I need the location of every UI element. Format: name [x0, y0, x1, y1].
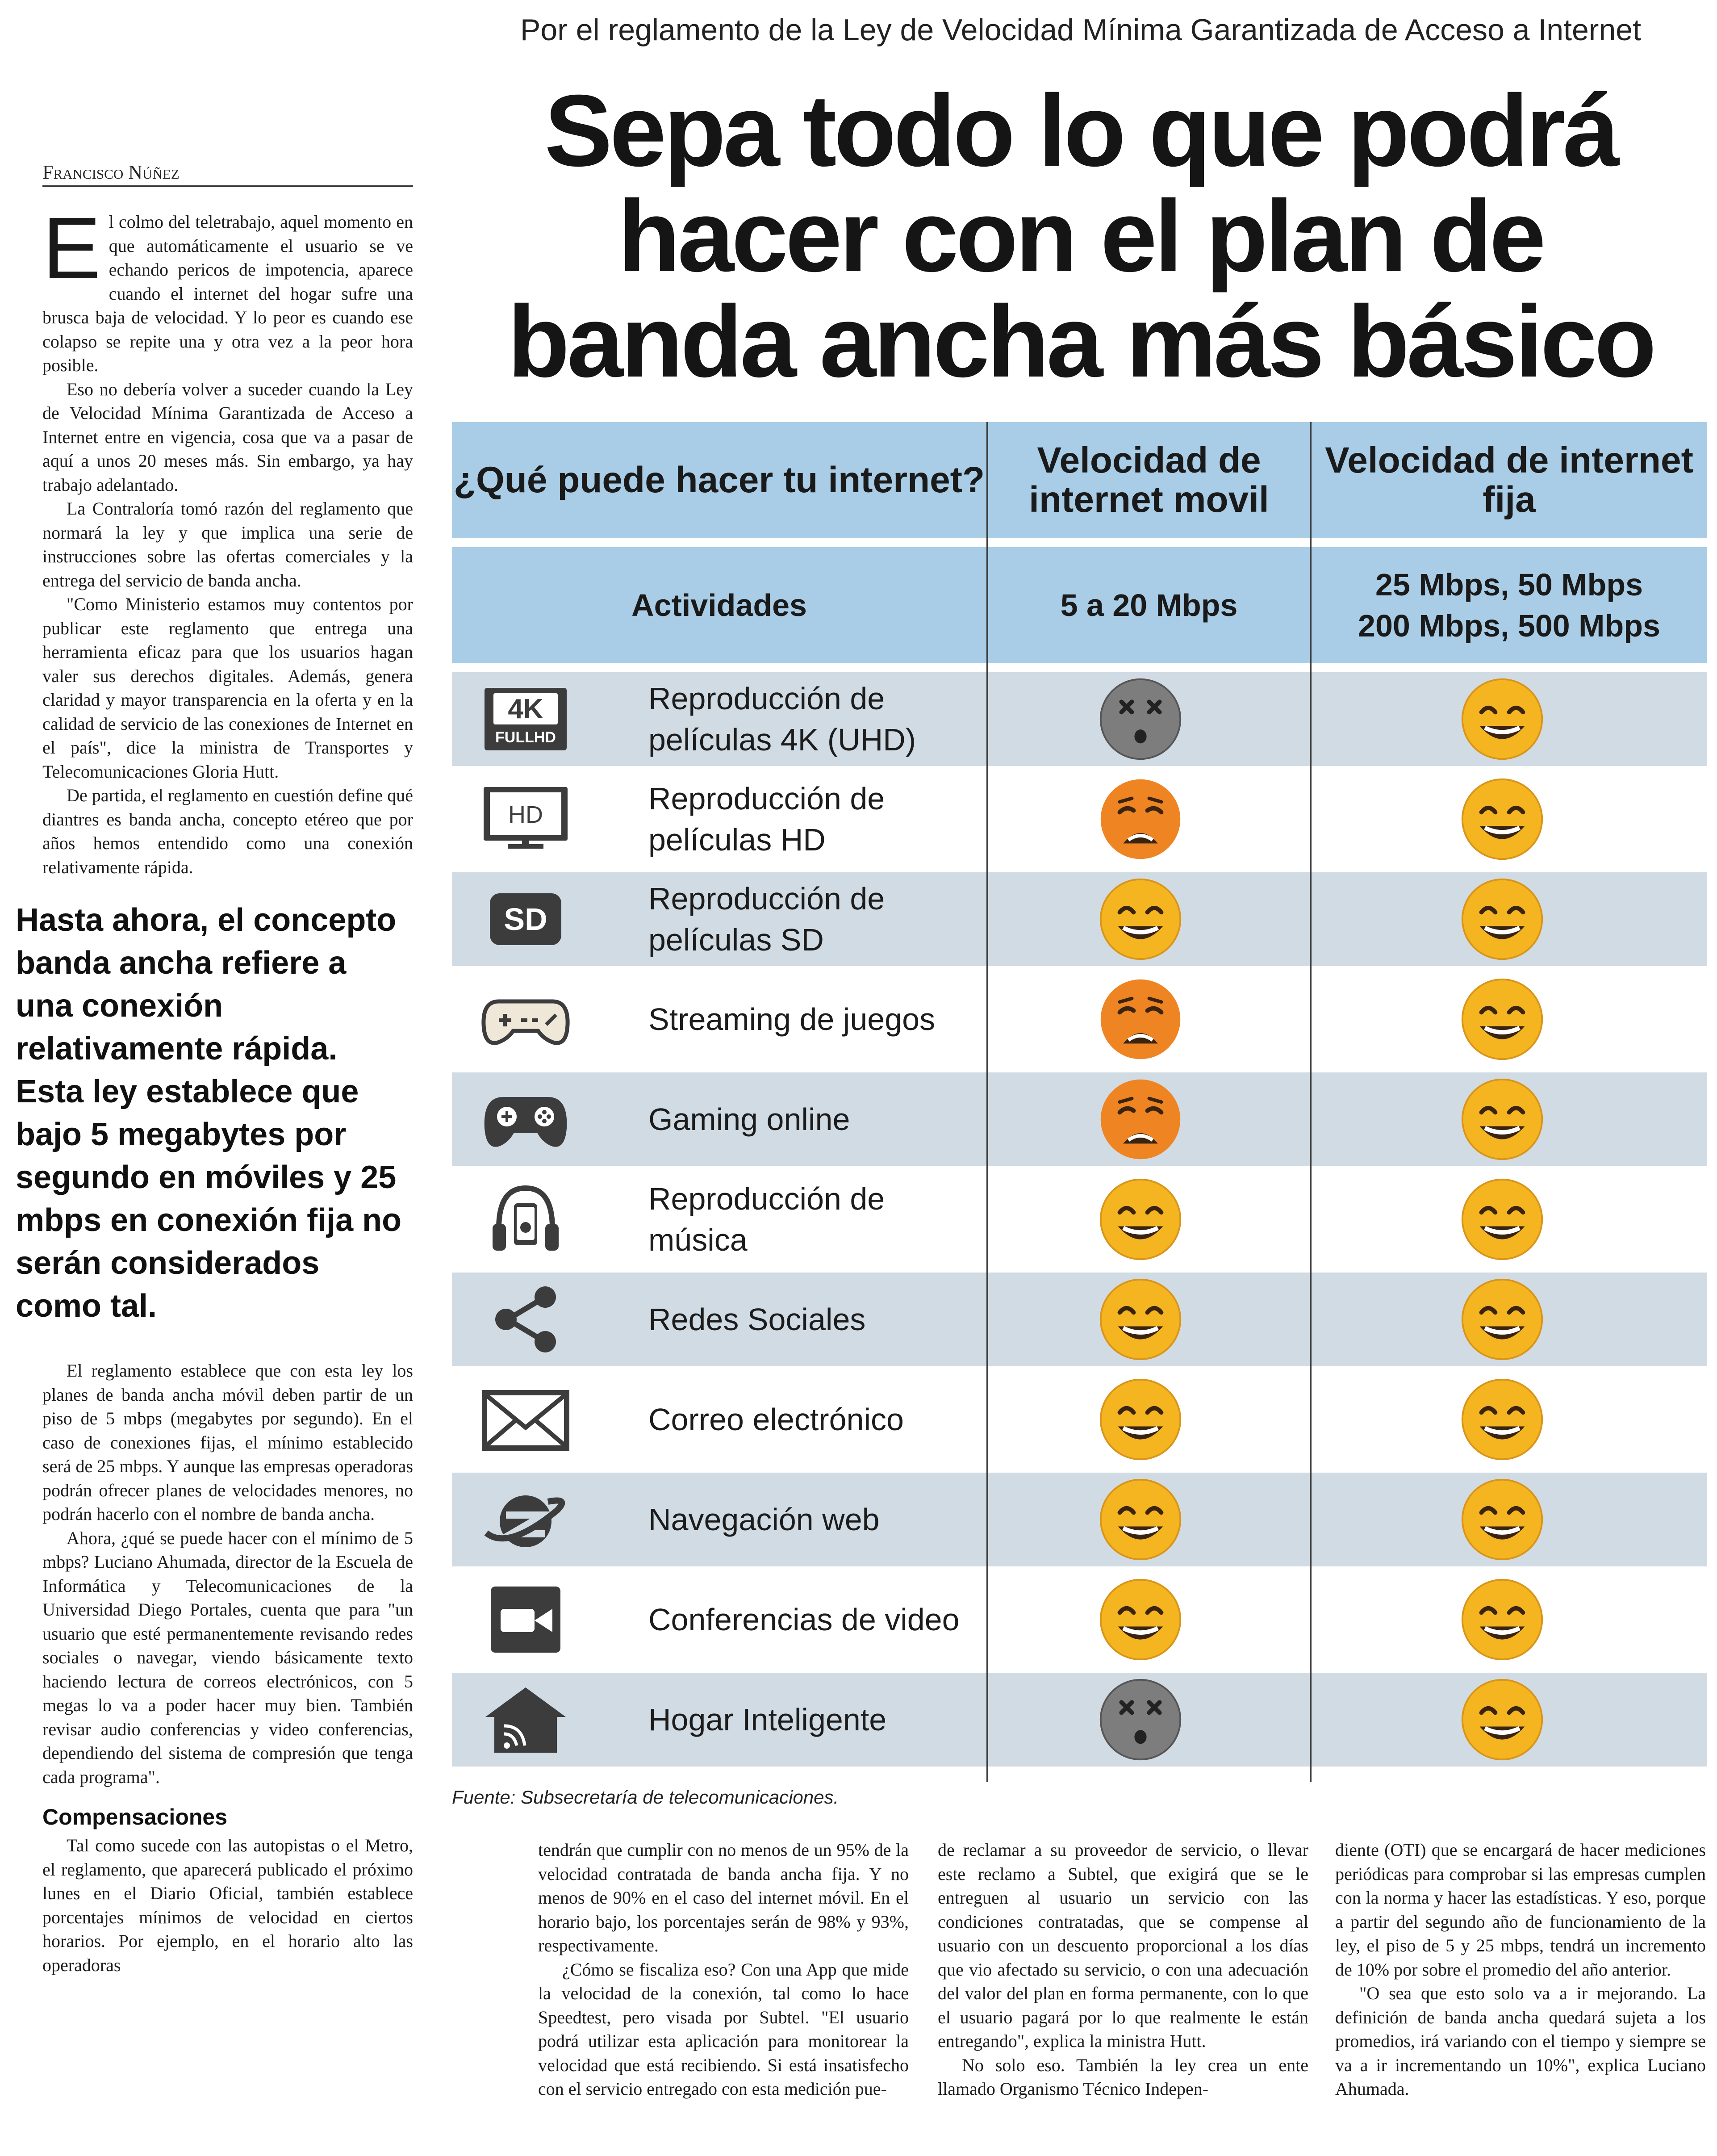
mobile-happy-face-icon	[1097, 876, 1184, 963]
body-paragraph: La Contraloría tomó razón del reglamento que normará la ley y que implica una serie de instrucciones sobre las ofertas comerciales y la entrega del servicio de banda ancha.	[42, 498, 413, 590]
table-row	[452, 972, 1707, 1066]
svg-text:HD: HD	[508, 801, 543, 828]
fixed-happy-face-icon	[1459, 776, 1546, 862]
music-icon	[481, 1184, 570, 1255]
byline: Francisco Núñez	[42, 161, 413, 187]
mail-icon	[481, 1384, 570, 1455]
lead-paragraph	[42, 199, 413, 377]
body-paragraph: "Como Ministerio estamos muy contentos por publicar este reglamento que entrega una herramienta eficaz para que los usuarios hagan valer sus derechos digitales. Además, genera claridad y mayor transparencia en la oferta y en la calidad de servicio de las conexiones de Internet en el país", dice la ministra de Transportes y Telecomunicaciones Gloria Hutt.	[42, 594, 413, 782]
browser-icon	[481, 1484, 570, 1555]
activity-label: Reproducción de películas 4K (UHD)	[648, 681, 916, 757]
headline	[469, 74, 1692, 398]
activity-label: Reproducción de música	[648, 1181, 885, 1257]
body-paragraph: tendrán que cumplir con no menos de un 95% de la velocidad contratada de banda ancha fija. Y no menos de 90% en el caso del internet móvil. En el horario bajo, los porcentajes serán de 98% y 93%, respectivamente.	[538, 1840, 909, 1955]
header-activities: ¿Qué puede hacer tu internet?	[453, 460, 985, 500]
activity-label: Gaming online	[648, 1102, 850, 1137]
fixed-happy-face-icon	[1459, 676, 1546, 762]
body-paragraph: "O sea que esto solo va a ir mejorando. La definición de banda ancha quedará sujeta a los promedios, irá variando con el tiempo y siempre se va a ir incrementando un 10%", explica Luciano Ahumada.	[1335, 1983, 1706, 2099]
header-fixed-speed: Velocidad de internet fija	[1325, 440, 1693, 520]
subheader-mobile-range: 5 a 20 Mbps	[1060, 588, 1238, 623]
table-row	[452, 872, 1707, 966]
kicker: Por el reglamento de la Ley de Velocidad Mínima Garantizada de Acceso a Internet	[520, 13, 1641, 47]
header-mobile-speed: Velocidad de internet movil	[1029, 440, 1269, 520]
table-row	[452, 1172, 1707, 1266]
table-row	[452, 1473, 1707, 1566]
body-paragraph: Tal como sucede con las autopistas o el Metro, el reglamento, que aparecerá publicado el próximo lunes en el Diario Oficial, también establece porcentajes mínimos de velocidad en ciertos horarios. Por ejemplo, en el horario alto las operadoras	[42, 1835, 413, 1975]
activity-label: Navegación web	[648, 1502, 880, 1537]
body-paragraph: Eso no debería volver a suceder cuando la Ley de Velocidad Mínima Garantizada de Acceso a Internet entre en vigencia, cosa que va a pasar de aquí a unos 20 meses más. Sin embargo, ya hay trabajo adelantado.	[42, 379, 413, 495]
svg-text:4K: 4K	[508, 694, 543, 724]
body-paragraph: Ahora, ¿qué se puede hacer con el mínimo de 5 mbps? Luciano Ahumada, director de la Escuela de Informática y Telecomunicaciones de la Universidad Diego Portales, cuenta que para "un usuario que esté permanentemente revisando redes sociales o navegar, viendo básicamente texto haciendo lectura de correos electrónicos, con 5 megas lo va a poder hacer muy bien. También revisar audio conferencias y video conferencias, dependiendo del sistema de compresión que tenga cada programa".	[42, 1528, 413, 1787]
table-row	[452, 1072, 1707, 1166]
subheader-activities: Actividades	[631, 588, 807, 623]
table-row	[452, 1673, 1707, 1767]
fixed-happy-face-icon	[1459, 1076, 1546, 1163]
svg-text:FULLHD: FULLHD	[495, 729, 556, 746]
activity-label: Reproducción de películas HD	[648, 781, 885, 857]
source-note: Fuente: Subsecretaría de telecomunicaciones.	[452, 1787, 839, 1808]
mobile-happy-face-icon	[1097, 1376, 1184, 1463]
activity-label: Streaming de juegos	[648, 1002, 936, 1037]
left-column	[16, 161, 413, 1977]
fixed-happy-face-icon	[1459, 1476, 1546, 1563]
gamepad-icon	[481, 984, 570, 1055]
hd-tv-icon	[481, 783, 570, 855]
mobile-happy-face-icon	[1097, 1476, 1184, 1563]
headline-line-1: Sepa todo lo que podrá	[544, 74, 1617, 188]
activity-label: Correo electrónico	[648, 1402, 904, 1437]
body-paragraph: diente (OTI) que se encargará de hacer mediciones periódicas para comprobar si las empresas cumplen con la norma y hacer las estadísticas. Y eso, porque a partir del segundo año de funcionamiento de la ley, el piso de 5 y 25 mbps, tendrá un incremento de 10% por sobre el promedio del año anterior.	[1335, 1840, 1706, 1980]
headline-line-3: banda ancha más básico	[507, 285, 1654, 398]
fixed-range-line-2: 200 Mbps, 500 Mbps	[1358, 608, 1660, 643]
mobile-happy-face-icon	[1097, 1176, 1184, 1263]
drop-cap: E	[42, 199, 101, 297]
body-paragraph: de reclamar a su proveedor de servicio, o llevar este reclamo a Subtel, que exigirá que se le entreguen al usuario un servicio con las condiciones contratadas, que se compense al usuario con un descuento proporcional a los días que vio afectado su servicio, o con una adecuación del valor del plan en forma permanente, con lo que el usuario pagará por lo que realmente le están entregando", explica la ministra Hutt.	[938, 1840, 1308, 2051]
activity-label: Hogar Inteligente	[648, 1702, 887, 1737]
body-paragraph: No solo eso. También la ley crea un ente llamado Organismo Técnico Indepen-	[938, 2055, 1308, 2099]
column-divider	[986, 422, 988, 1782]
body-paragraph: De partida, el reglamento en cuestión define qué diantres es banda ancha, concepto etéreo que por años hemos entendido como una conexión relativamente rápida.	[42, 785, 413, 877]
body-paragraph: ¿Cómo se fiscaliza eso? Con una App que mide la velocidad de la conexión, tal como lo hace Speedtest, pero visada por Subtel. "El usuario podrá utilizar esta aplicación para monitorear la velocidad que está recibiendo. Si está insatisfecho con el servicio entregado con esta medición pue-	[538, 1959, 909, 2099]
fixed-happy-face-icon	[1459, 976, 1546, 1063]
mobile-distressed-face-icon	[1097, 1076, 1184, 1163]
fixed-happy-face-icon	[1459, 876, 1546, 963]
video-camera-icon	[481, 1584, 570, 1655]
body-paragraph: El reglamento establece que con esta ley los planes de banda ancha móvil deben partir de un piso de 5 mbps (megabytes por segundo). En el caso de conexiones fijas, el mínimo establecido será de 25 mbps. Y aunque las empresas operadoras podrán ofrecer planes de velocidades menores, no podrán hacerlo con el nombre de banda ancha.	[42, 1361, 413, 1524]
4k-icon	[481, 683, 570, 755]
fixed-range-line-1: 25 Mbps, 50 Mbps	[1375, 567, 1643, 602]
bottom-column-1	[538, 1838, 909, 2101]
table-row	[452, 772, 1707, 866]
pull-quote: Hasta ahora, el concepto banda ancha refiere a una conexión relativamente rápida. Esta ley establece que bajo 5 megabytes por segundo en móviles y 25 mbps en conexión fija no serán considerados como tal.	[16, 902, 402, 1324]
activity-label: Redes Sociales	[648, 1302, 866, 1337]
mobile-happy-face-icon	[1097, 1276, 1184, 1363]
mobile-dead-face-icon	[1097, 1676, 1184, 1763]
table-row	[452, 1573, 1707, 1666]
fixed-happy-face-icon	[1459, 1376, 1546, 1463]
infographic-table	[452, 422, 1707, 1782]
mobile-happy-face-icon	[1097, 1576, 1184, 1663]
fixed-happy-face-icon	[1459, 1176, 1546, 1263]
share-icon	[481, 1284, 570, 1355]
subheading: Compensaciones	[42, 1804, 228, 1829]
activity-label: Conferencias de video	[648, 1602, 960, 1637]
lead-paragraph-text: l colmo del teletrabajo, aquel momento en que automáticamente el usuario se ve echando pericos de impotencia, aparece cuando el internet del hogar sufre una brusca baja de velocidad. Y lo peor es cuando ese colapso se repite una y otra vez a la peor hora posible.	[42, 212, 413, 375]
headline-line-2: hacer con el plan de	[618, 180, 1544, 293]
fixed-happy-face-icon	[1459, 1276, 1546, 1363]
bottom-column-2	[938, 1838, 1308, 2101]
bottom-column-3	[1335, 1838, 1706, 2101]
table-row	[452, 672, 1707, 766]
mobile-distressed-face-icon	[1097, 776, 1184, 862]
table-row	[452, 1273, 1707, 1366]
smart-home-icon	[481, 1684, 570, 1755]
fixed-happy-face-icon	[1459, 1576, 1546, 1663]
table-subheader	[452, 547, 1707, 663]
table-row	[452, 1373, 1707, 1466]
subheader-fixed-range	[1312, 547, 1707, 663]
fixed-happy-face-icon	[1459, 1676, 1546, 1763]
controller-icon	[481, 1084, 570, 1155]
activity-label: Reproducción de películas SD	[648, 881, 885, 957]
table-header	[452, 422, 1707, 538]
mobile-dead-face-icon	[1097, 676, 1184, 762]
sd-icon	[481, 883, 570, 955]
column-divider	[1310, 422, 1312, 1782]
mobile-distressed-face-icon	[1097, 976, 1184, 1063]
svg-text:SD: SD	[504, 902, 547, 937]
